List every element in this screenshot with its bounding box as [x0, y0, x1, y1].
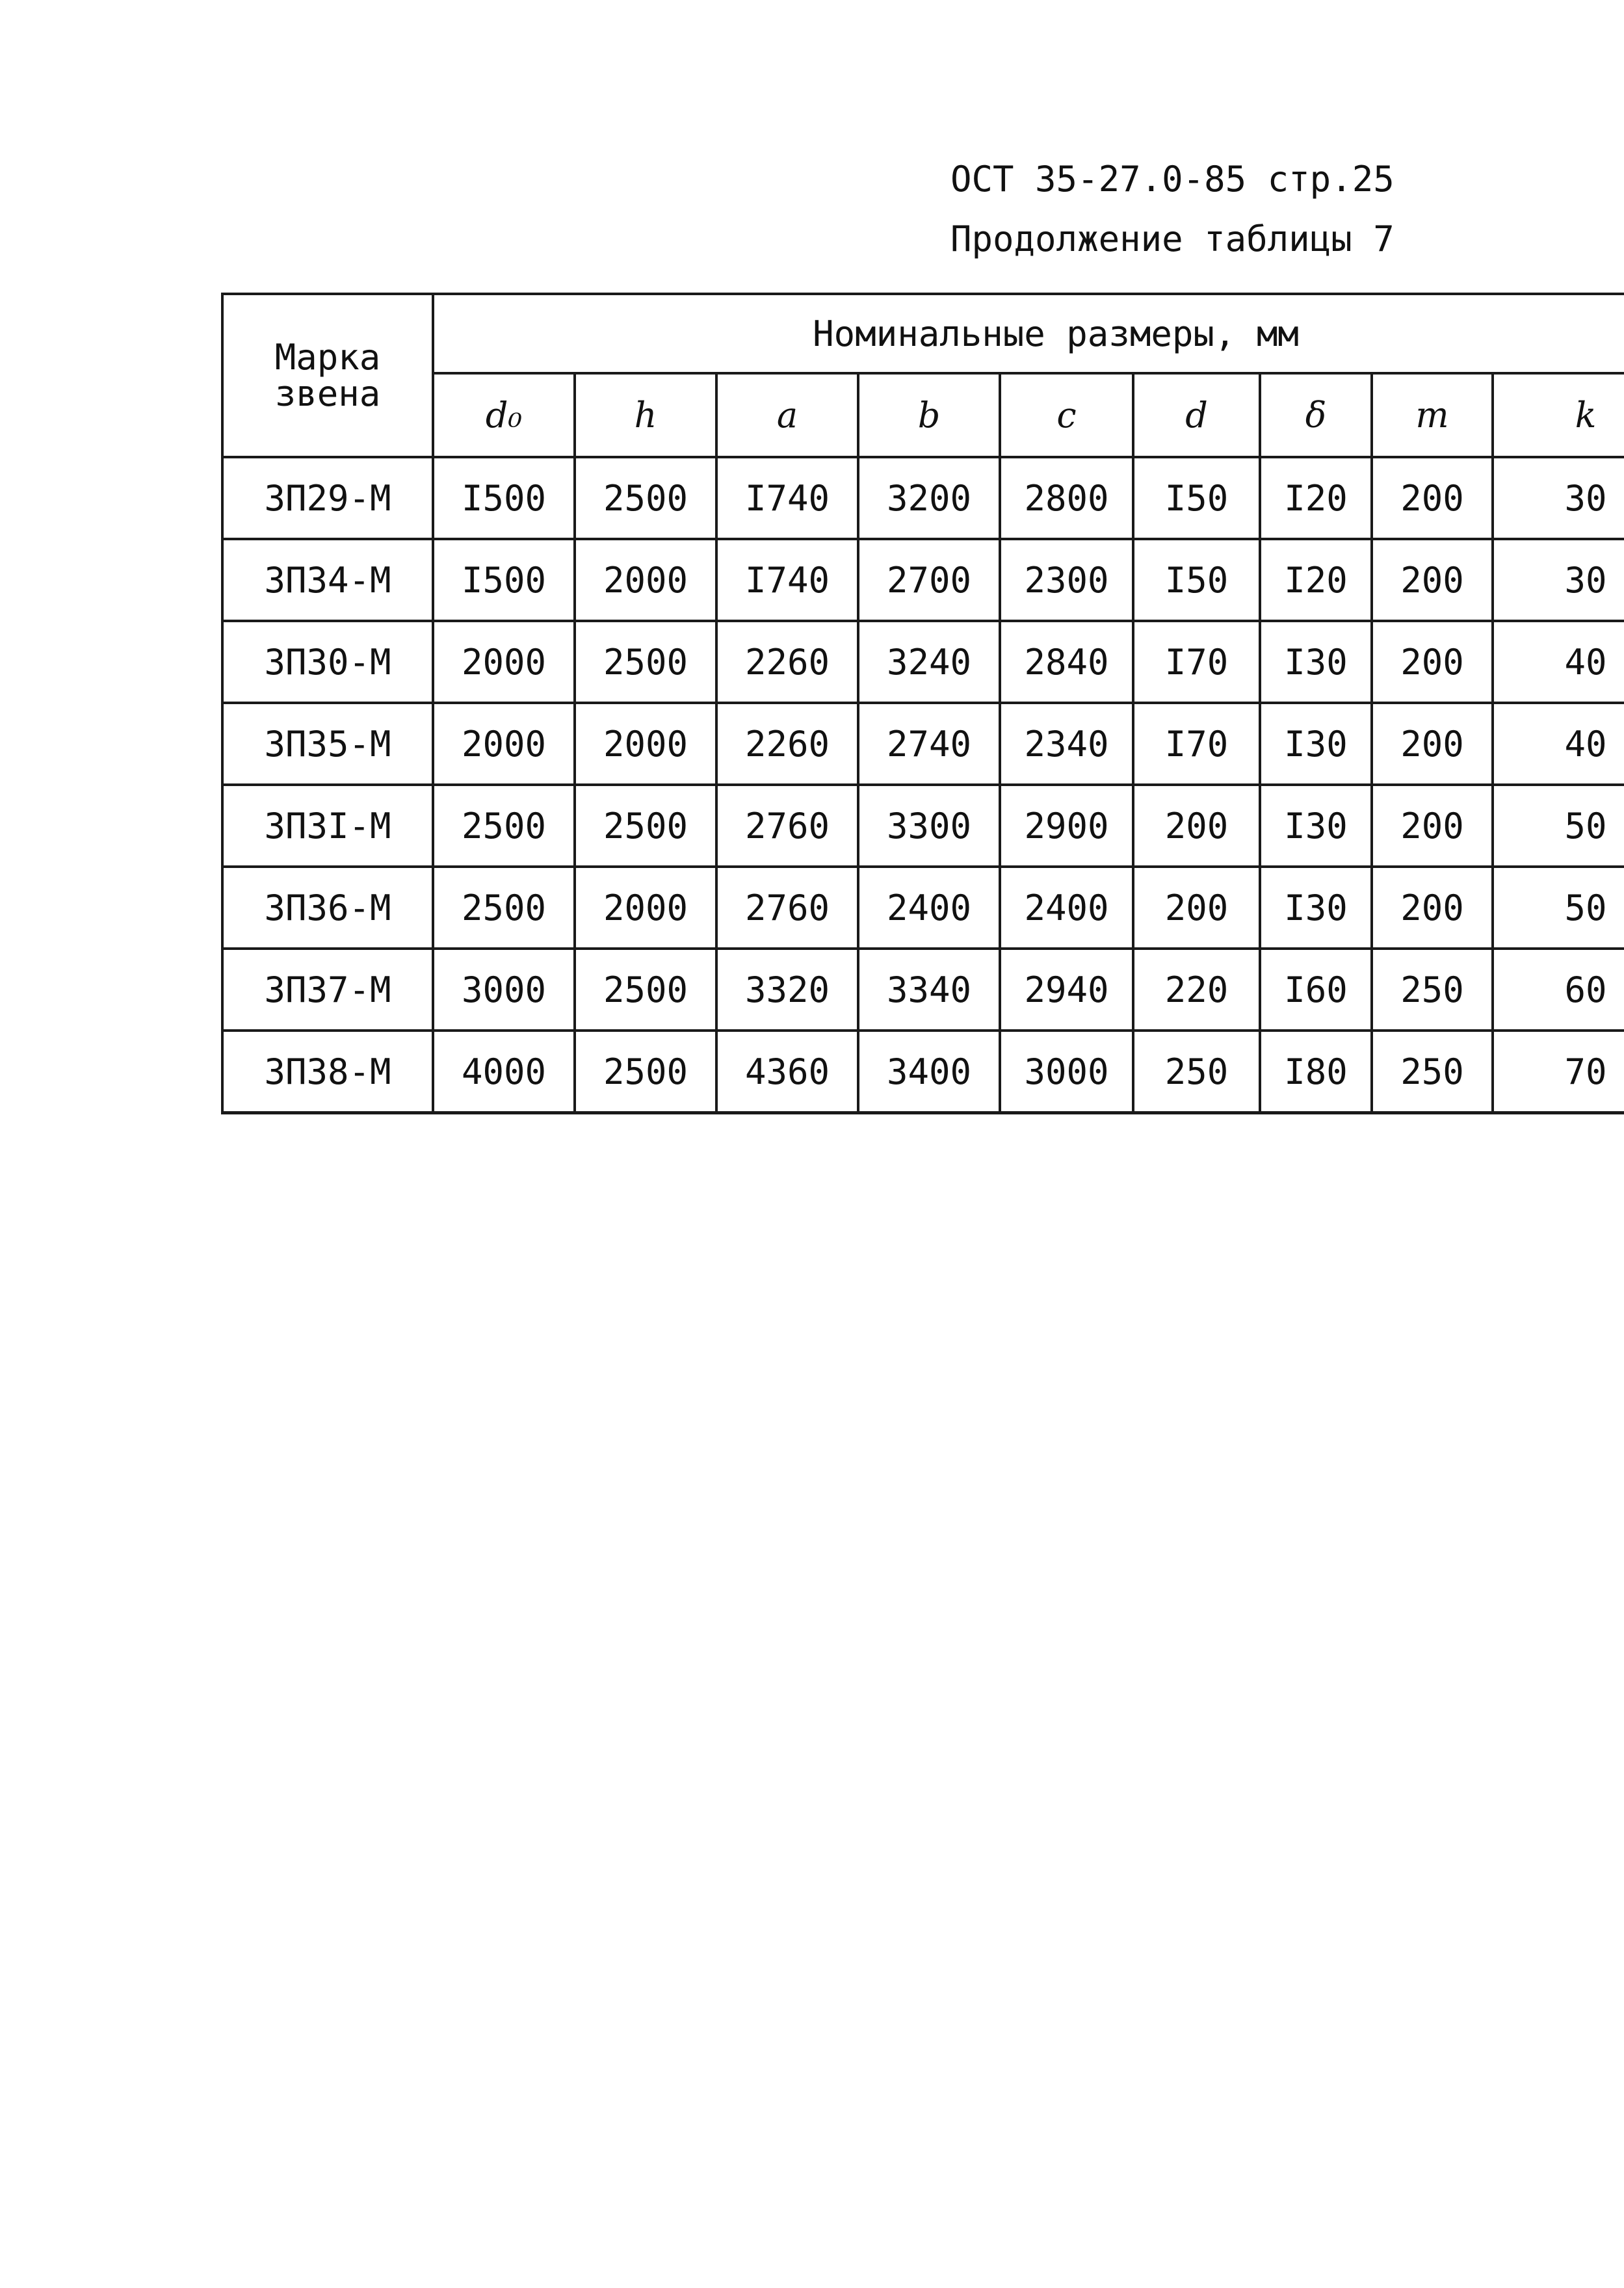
table-row: [222, 457, 1624, 539]
dimension-value-cell: 2840: [1000, 621, 1133, 703]
table-body: [222, 457, 1624, 1113]
dimension-value-cell: 200: [1372, 539, 1493, 621]
dimension-value-cell: 2900: [1000, 785, 1133, 867]
document-header: [950, 150, 1395, 269]
dimension-value-cell: 220: [1133, 949, 1260, 1031]
dimension-value-cell: 200: [1372, 621, 1493, 703]
dimension-value-cell: I740: [716, 457, 858, 539]
link-mark-cell: ЗП36-М: [222, 867, 433, 949]
dimension-value-cell: 60: [1493, 949, 1624, 1031]
dimensions-table: [221, 293, 1624, 1114]
symbol-header-row: [222, 373, 1624, 457]
dimension-value-cell: 2000: [433, 621, 575, 703]
dimension-value-cell: I70: [1133, 703, 1260, 785]
dimension-value-cell: I30: [1260, 785, 1372, 867]
dimension-value-cell: 3240: [858, 621, 1000, 703]
dimension-value-cell: 2800: [1000, 457, 1133, 539]
dimension-value-cell: 250: [1372, 1031, 1493, 1113]
dimension-value-cell: I80: [1260, 1031, 1372, 1113]
dimension-value-cell: 50: [1493, 785, 1624, 867]
mark-column-header: Марка звена: [222, 294, 433, 457]
symbol-header: b: [858, 373, 1000, 457]
dimension-value-cell: 2500: [433, 785, 575, 867]
link-mark-cell: ЗП37-М: [222, 949, 433, 1031]
link-mark-cell: ЗП30-М: [222, 621, 433, 703]
dimension-value-cell: 2000: [575, 867, 716, 949]
symbol-header: h: [575, 373, 716, 457]
dimension-value-cell: 200: [1372, 457, 1493, 539]
dimension-value-cell: 3200: [858, 457, 1000, 539]
dimension-value-cell: 3400: [858, 1031, 1000, 1113]
dimension-value-cell: 200: [1372, 703, 1493, 785]
symbol-header: δ: [1260, 373, 1372, 457]
symbol-header: m: [1372, 373, 1493, 457]
table-row: [222, 867, 1624, 949]
dimension-value-cell: 200: [1133, 785, 1260, 867]
dimension-value-cell: 2000: [575, 703, 716, 785]
link-mark-cell: ЗП35-М: [222, 703, 433, 785]
dimension-value-cell: 2500: [575, 621, 716, 703]
dimension-value-cell: 2400: [858, 867, 1000, 949]
dimension-value-cell: 70: [1493, 1031, 1624, 1113]
dimension-value-cell: I30: [1260, 703, 1372, 785]
dimension-value-cell: 3000: [433, 949, 575, 1031]
dimension-value-cell: I30: [1260, 621, 1372, 703]
dimension-value-cell: I500: [433, 539, 575, 621]
dimension-value-cell: I20: [1260, 457, 1372, 539]
dimension-value-cell: 2940: [1000, 949, 1133, 1031]
table-continuation-label: Продолжение таблицы 7: [950, 218, 1395, 259]
dimension-value-cell: 4360: [716, 1031, 858, 1113]
symbol-header: c: [1000, 373, 1133, 457]
dimension-value-cell: 50: [1493, 867, 1624, 949]
dimension-value-cell: 200: [1372, 785, 1493, 867]
dimension-value-cell: 3000: [1000, 1031, 1133, 1113]
dimension-value-cell: 200: [1133, 867, 1260, 949]
table-row: [222, 949, 1624, 1031]
dimension-value-cell: 2700: [858, 539, 1000, 621]
document-reference: ОСТ 35-27.0-85 стр.25: [950, 159, 1395, 200]
dimension-value-cell: 4000: [433, 1031, 575, 1113]
dimension-value-cell: 2500: [575, 457, 716, 539]
dimension-value-cell: 2760: [716, 867, 858, 949]
dimension-value-cell: 40: [1493, 621, 1624, 703]
symbol-header: d₀: [433, 373, 575, 457]
dimension-value-cell: 2000: [433, 703, 575, 785]
dimension-value-cell: 2760: [716, 785, 858, 867]
link-mark-cell: ЗП38-М: [222, 1031, 433, 1113]
dimension-value-cell: 2260: [716, 703, 858, 785]
table-row: [222, 539, 1624, 621]
dimension-value-cell: 2340: [1000, 703, 1133, 785]
link-mark-cell: ЗП3I-М: [222, 785, 433, 867]
dimension-value-cell: 2500: [575, 1031, 716, 1113]
dimension-value-cell: 3300: [858, 785, 1000, 867]
dimension-value-cell: 2500: [575, 785, 716, 867]
symbol-header: k: [1493, 373, 1624, 457]
dimension-value-cell: I30: [1260, 867, 1372, 949]
dimension-value-cell: 40: [1493, 703, 1624, 785]
link-mark-cell: ЗП29-М: [222, 457, 433, 539]
dimension-value-cell: 2500: [575, 949, 716, 1031]
dimension-value-cell: 2500: [433, 867, 575, 949]
symbol-header: d: [1133, 373, 1260, 457]
dimension-value-cell: I50: [1133, 457, 1260, 539]
dimension-value-cell: I60: [1260, 949, 1372, 1031]
dimension-value-cell: 250: [1133, 1031, 1260, 1113]
dimension-value-cell: 200: [1372, 867, 1493, 949]
dimension-value-cell: 2400: [1000, 867, 1133, 949]
table-header-row: [222, 294, 1624, 373]
dimension-value-cell: I740: [716, 539, 858, 621]
table-row: [222, 621, 1624, 703]
dimension-value-cell: I70: [1133, 621, 1260, 703]
nominal-dimensions-header: Номинальные размеры, мм: [433, 294, 1624, 373]
table-row: [222, 703, 1624, 785]
dimension-value-cell: I500: [433, 457, 575, 539]
symbol-header: a: [716, 373, 858, 457]
dimension-value-cell: 2740: [858, 703, 1000, 785]
dimensions-table-container: [221, 293, 1624, 1127]
table-row: [222, 785, 1624, 867]
dimension-value-cell: 2260: [716, 621, 858, 703]
link-mark-cell: ЗП34-М: [222, 539, 433, 621]
table-row: [222, 1031, 1624, 1113]
dimension-value-cell: 250: [1372, 949, 1493, 1031]
dimension-value-cell: 30: [1493, 457, 1624, 539]
dimension-value-cell: 2000: [575, 539, 716, 621]
dimension-value-cell: 3340: [858, 949, 1000, 1031]
dimension-value-cell: I50: [1133, 539, 1260, 621]
dimension-value-cell: 30: [1493, 539, 1624, 621]
dimension-value-cell: 3320: [716, 949, 858, 1031]
dimension-value-cell: 2300: [1000, 539, 1133, 621]
dimension-value-cell: I20: [1260, 539, 1372, 621]
